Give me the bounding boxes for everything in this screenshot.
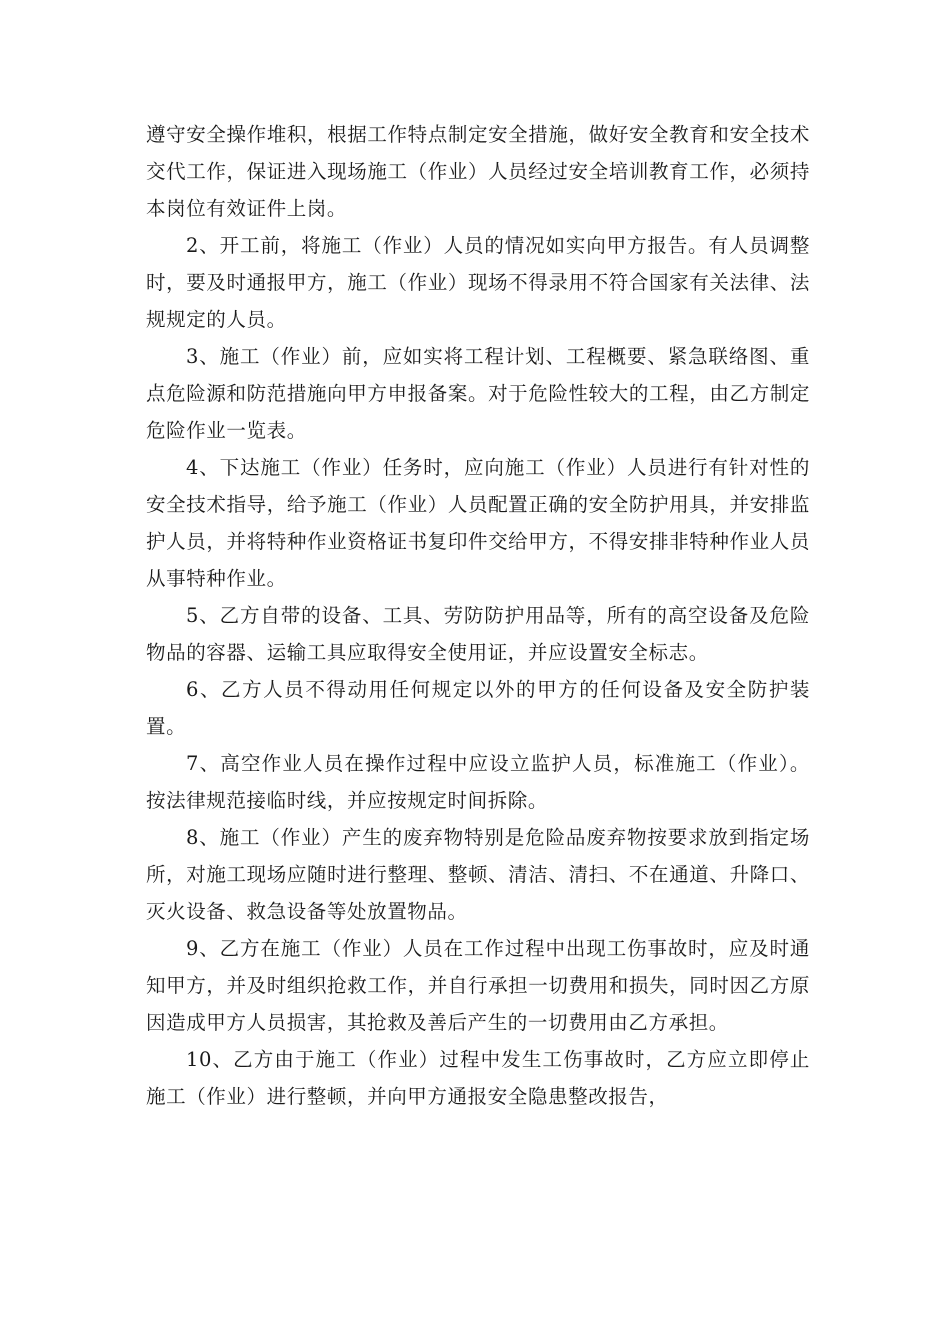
paragraph-item-9: 9、乙方在施工（作业）人员在工作过程中出现工伤事故时，应及时通知甲方，并及时组织抢救工作，并自行承担一切费用和损失，同时因乙方原因造成甲方人员损害，其抢救及善后产生的一切费用由乙方承担。 <box>146 937 810 1034</box>
paragraph-item-8: 8、施工（作业）产生的废弃物特别是危险品废弃物按要求放到指定场所，对施工现场应随时进行整理、整顿、清洁、清扫、不在通道、升降口、灭火设备、救急设备等处放置物品。 <box>146 826 810 923</box>
paragraph-item-2: 2、开工前，将施工（作业）人员的情况如实向甲方报告。有人员调整时，要及时通报甲方，施工（作业）现场不得录用不符合国家有关法律、法规规定的人员。 <box>146 234 810 331</box>
paragraph-item-5: 5、乙方自带的设备、工具、劳防防护用品等，所有的高空设备及危险物品的容器、运输工具应取得安全使用证，并应设置安全标志。 <box>146 604 810 664</box>
document-body <box>146 116 810 1115</box>
paragraph-item-4: 4、下达施工（作业）任务时，应向施工（作业）人员进行有针对性的安全技术指导，给予施工（作业）人员配置正确的安全防护用具，并安排监护人员，并将特种作业资格证书复印件交给甲方，不得安排非特种作业人员从事特种作业。 <box>146 456 810 590</box>
paragraph-continuation: 遵守安全操作堆积，根据工作特点制定安全措施，做好安全教育和安全技术交代工作，保证进入现场施工（作业）人员经过安全培训教育工作，必须持本岗位有效证件上岗。 <box>146 123 810 220</box>
paragraph-item-10: 10、乙方由于施工（作业）过程中发生工伤事故时，乙方应立即停止施工（作业）进行整顿，并向甲方通报安全隐患整改报告， <box>146 1048 810 1108</box>
paragraph-item-7: 7、高空作业人员在操作过程中应设立监护人员，标准施工（作业）。按法律规范接临时线，并应按规定时间拆除。 <box>146 752 810 812</box>
paragraph-item-3: 3、施工（作业）前，应如实将工程计划、工程概要、紧急联络图、重点危险源和防范措施向甲方申报备案。对于危险性较大的工程，由乙方制定危险作业一览表。 <box>146 345 810 442</box>
paragraph-item-6: 6、乙方人员不得动用任何规定以外的甲方的任何设备及安全防护装置。 <box>146 678 810 738</box>
